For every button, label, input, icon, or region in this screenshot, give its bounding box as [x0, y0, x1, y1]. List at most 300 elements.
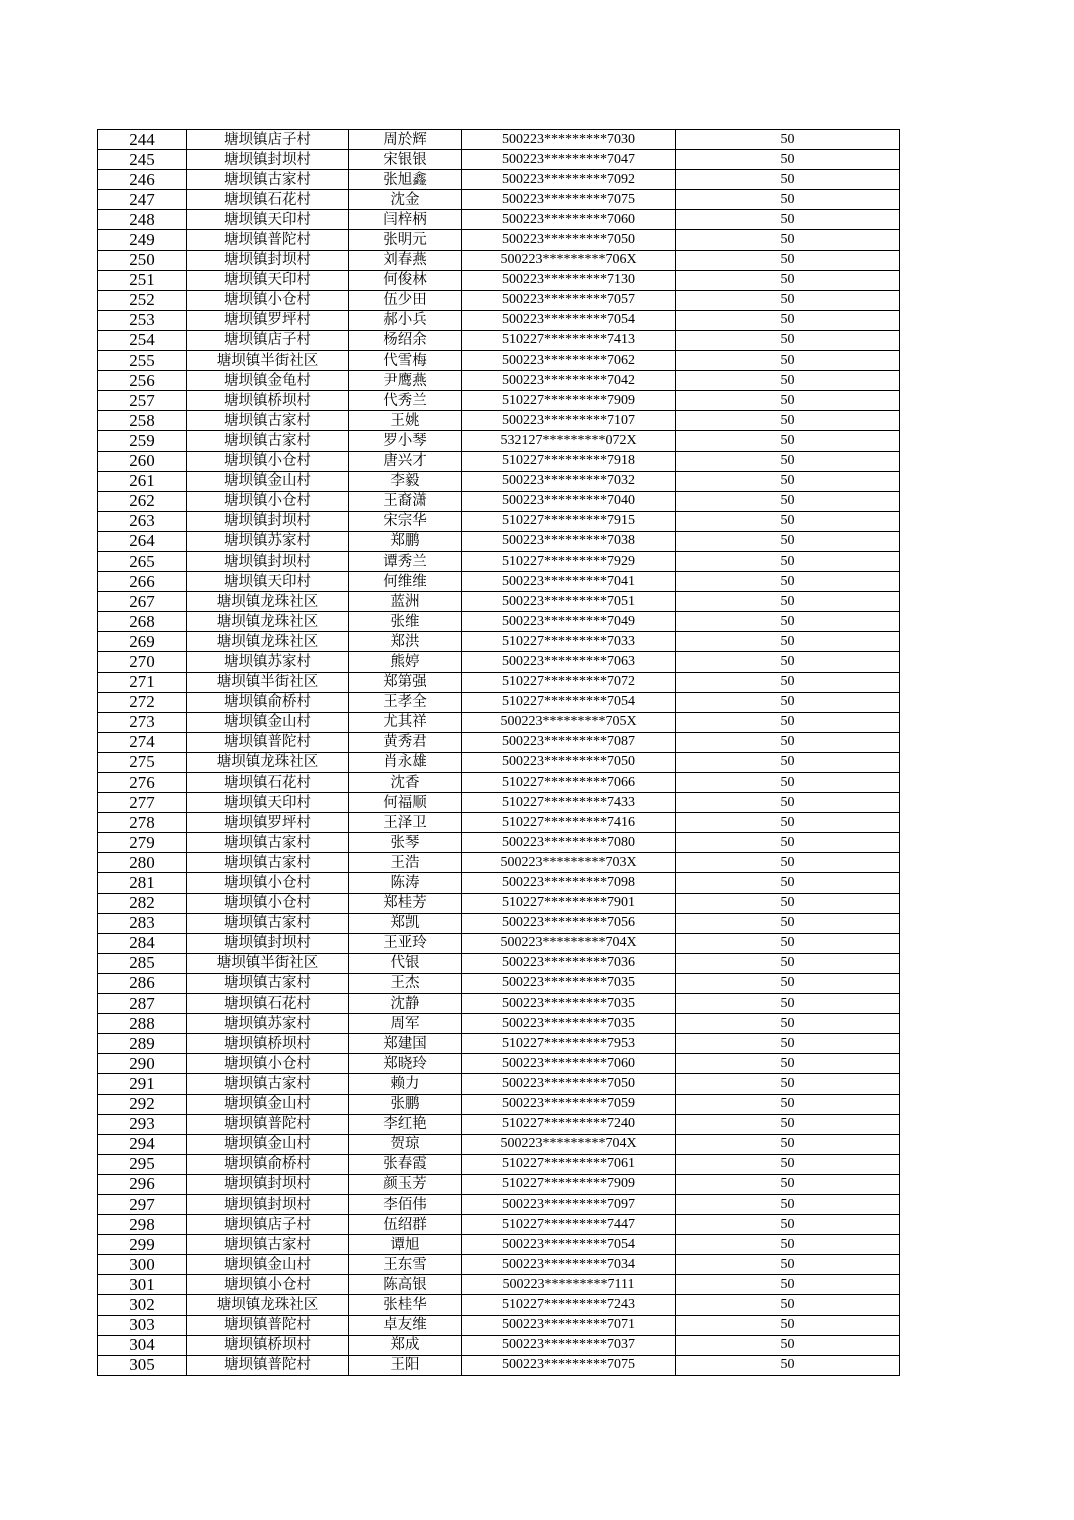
- village-cell: 塘坝镇龙珠社区: [187, 592, 349, 612]
- name-cell: 周军: [349, 1014, 462, 1034]
- row-number: 244: [98, 130, 187, 150]
- village-cell: 塘坝镇店子村: [187, 330, 349, 350]
- village-cell: 塘坝镇小仓村: [187, 1054, 349, 1074]
- table-row: [98, 732, 900, 752]
- row-number: 268: [98, 612, 187, 632]
- table-row: [98, 1034, 900, 1054]
- id-number-cell: 500223*********7037: [462, 1335, 676, 1355]
- id-number-cell: 510227*********7433: [462, 793, 676, 813]
- row-number: 267: [98, 592, 187, 612]
- table-row: [98, 793, 900, 813]
- table-row: [98, 1255, 900, 1275]
- row-number: 250: [98, 250, 187, 270]
- row-number: 275: [98, 752, 187, 772]
- name-cell: 张春霞: [349, 1154, 462, 1174]
- village-cell: 塘坝镇普陀村: [187, 1355, 349, 1375]
- row-number: 278: [98, 813, 187, 833]
- table-row: [98, 351, 900, 371]
- amount-cell: 50: [676, 994, 900, 1014]
- name-cell: 何福顺: [349, 793, 462, 813]
- village-cell: 塘坝镇小仓村: [187, 451, 349, 471]
- name-cell: 沈静: [349, 994, 462, 1014]
- name-cell: 谭秀兰: [349, 551, 462, 571]
- village-cell: 塘坝镇罗坪村: [187, 813, 349, 833]
- amount-cell: 50: [676, 1034, 900, 1054]
- row-number: 261: [98, 471, 187, 491]
- amount-cell: 50: [676, 973, 900, 993]
- amount-cell: 50: [676, 310, 900, 330]
- amount-cell: 50: [676, 1154, 900, 1174]
- amount-cell: 50: [676, 1215, 900, 1235]
- amount-cell: 50: [676, 612, 900, 632]
- row-number: 265: [98, 551, 187, 571]
- name-cell: 张桂华: [349, 1295, 462, 1315]
- amount-cell: 50: [676, 431, 900, 451]
- row-number: 299: [98, 1235, 187, 1255]
- row-number: 258: [98, 411, 187, 431]
- table-row: [98, 1355, 900, 1375]
- id-number-cell: 500223*********7032: [462, 471, 676, 491]
- village-cell: 塘坝镇俞桥村: [187, 692, 349, 712]
- amount-cell: 50: [676, 773, 900, 793]
- table-row: [98, 1235, 900, 1255]
- name-cell: 沈香: [349, 773, 462, 793]
- amount-cell: 50: [676, 1014, 900, 1034]
- village-cell: 塘坝镇天印村: [187, 210, 349, 230]
- row-number: 269: [98, 632, 187, 652]
- table-row: [98, 652, 900, 672]
- name-cell: 黄秀君: [349, 732, 462, 752]
- table-row: [98, 853, 900, 873]
- amount-cell: 50: [676, 451, 900, 471]
- id-number-cell: 510227*********7909: [462, 391, 676, 411]
- row-number: 248: [98, 210, 187, 230]
- table-row: [98, 773, 900, 793]
- id-number-cell: 510227*********7240: [462, 1114, 676, 1134]
- village-cell: 塘坝镇龙珠社区: [187, 1295, 349, 1315]
- row-number: 303: [98, 1315, 187, 1335]
- table-row: [98, 953, 900, 973]
- amount-cell: 50: [676, 1074, 900, 1094]
- table-row: [98, 1094, 900, 1114]
- name-cell: 王泽卫: [349, 813, 462, 833]
- village-cell: 塘坝镇古家村: [187, 1074, 349, 1094]
- amount-cell: 50: [676, 592, 900, 612]
- row-number: 266: [98, 572, 187, 592]
- village-cell: 塘坝镇普陀村: [187, 1315, 349, 1335]
- name-cell: 李佰伟: [349, 1194, 462, 1214]
- amount-cell: 50: [676, 1194, 900, 1214]
- village-cell: 塘坝镇苏家村: [187, 531, 349, 551]
- village-cell: 塘坝镇石花村: [187, 190, 349, 210]
- name-cell: 张明元: [349, 230, 462, 250]
- table-row: [98, 672, 900, 692]
- name-cell: 代银: [349, 953, 462, 973]
- village-cell: 塘坝镇石花村: [187, 773, 349, 793]
- id-number-cell: 510227*********7953: [462, 1034, 676, 1054]
- village-cell: 塘坝镇古家村: [187, 431, 349, 451]
- table-row: [98, 130, 900, 150]
- table-row: [98, 1275, 900, 1295]
- name-cell: 李毅: [349, 471, 462, 491]
- village-cell: 塘坝镇封坝村: [187, 511, 349, 531]
- table-row: [98, 893, 900, 913]
- row-number: 273: [98, 712, 187, 732]
- village-cell: 塘坝镇罗坪村: [187, 310, 349, 330]
- id-number-cell: 532127*********072X: [462, 431, 676, 451]
- roster-table-body: [98, 130, 900, 1376]
- name-cell: 宋宗华: [349, 511, 462, 531]
- name-cell: 张维: [349, 612, 462, 632]
- table-row: [98, 290, 900, 310]
- village-cell: 塘坝镇金山村: [187, 1094, 349, 1114]
- amount-cell: 50: [676, 551, 900, 571]
- id-number-cell: 500223*********7098: [462, 873, 676, 893]
- row-number: 246: [98, 170, 187, 190]
- id-number-cell: 500223*********7038: [462, 531, 676, 551]
- table-row: [98, 431, 900, 451]
- table-row: [98, 491, 900, 511]
- table-row: [98, 371, 900, 391]
- row-number: 298: [98, 1215, 187, 1235]
- amount-cell: 50: [676, 1235, 900, 1255]
- amount-cell: 50: [676, 270, 900, 290]
- name-cell: 郑鹏: [349, 531, 462, 551]
- table-row: [98, 1154, 900, 1174]
- name-cell: 王东雪: [349, 1255, 462, 1275]
- id-number-cell: 500223*********706X: [462, 250, 676, 270]
- village-cell: 塘坝镇小仓村: [187, 1275, 349, 1295]
- id-number-cell: 510227*********7915: [462, 511, 676, 531]
- id-number-cell: 510227*********7909: [462, 1174, 676, 1194]
- id-number-cell: 510227*********7072: [462, 672, 676, 692]
- id-number-cell: 500223*********7040: [462, 491, 676, 511]
- village-cell: 塘坝镇桥坝村: [187, 391, 349, 411]
- id-number-cell: 500223*********7063: [462, 652, 676, 672]
- name-cell: 颜玉芳: [349, 1174, 462, 1194]
- name-cell: 张鹏: [349, 1094, 462, 1114]
- table-row: [98, 913, 900, 933]
- table-row: [98, 531, 900, 551]
- village-cell: 塘坝镇俞桥村: [187, 1154, 349, 1174]
- row-number: 279: [98, 833, 187, 853]
- village-cell: 塘坝镇天印村: [187, 572, 349, 592]
- table-row: [98, 150, 900, 170]
- id-number-cell: 510227*********7901: [462, 893, 676, 913]
- amount-cell: 50: [676, 692, 900, 712]
- name-cell: 王阳: [349, 1355, 462, 1375]
- village-cell: 塘坝镇封坝村: [187, 1174, 349, 1194]
- amount-cell: 50: [676, 752, 900, 772]
- table-row: [98, 1215, 900, 1235]
- amount-cell: 50: [676, 330, 900, 350]
- row-number: 245: [98, 150, 187, 170]
- id-number-cell: 500223*********7035: [462, 973, 676, 993]
- village-cell: 塘坝镇苏家村: [187, 652, 349, 672]
- row-number: 255: [98, 351, 187, 371]
- amount-cell: 50: [676, 1174, 900, 1194]
- id-number-cell: 500223*********7050: [462, 230, 676, 250]
- row-number: 270: [98, 652, 187, 672]
- name-cell: 尹鹰燕: [349, 371, 462, 391]
- id-number-cell: 500223*********7062: [462, 351, 676, 371]
- amount-cell: 50: [676, 1315, 900, 1335]
- table-row: [98, 1114, 900, 1134]
- table-row: [98, 1335, 900, 1355]
- row-number: 280: [98, 853, 187, 873]
- amount-cell: 50: [676, 572, 900, 592]
- name-cell: 熊婷: [349, 652, 462, 672]
- village-cell: 塘坝镇金山村: [187, 471, 349, 491]
- table-row: [98, 994, 900, 1014]
- name-cell: 沈金: [349, 190, 462, 210]
- id-number-cell: 510227*********7416: [462, 813, 676, 833]
- row-number: 274: [98, 732, 187, 752]
- name-cell: 刘春燕: [349, 250, 462, 270]
- name-cell: 陈涛: [349, 873, 462, 893]
- amount-cell: 50: [676, 652, 900, 672]
- table-row: [98, 973, 900, 993]
- amount-cell: 50: [676, 1255, 900, 1275]
- id-number-cell: 500223*********7097: [462, 1194, 676, 1214]
- amount-cell: 50: [676, 873, 900, 893]
- amount-cell: 50: [676, 1094, 900, 1114]
- id-number-cell: 510227*********7447: [462, 1215, 676, 1235]
- row-number: 289: [98, 1034, 187, 1054]
- id-number-cell: 510227*********7243: [462, 1295, 676, 1315]
- roster-table: [97, 129, 900, 1376]
- table-row: [98, 1134, 900, 1154]
- id-number-cell: 500223*********7050: [462, 1074, 676, 1094]
- row-number: 252: [98, 290, 187, 310]
- village-cell: 塘坝镇普陀村: [187, 1114, 349, 1134]
- village-cell: 塘坝镇龙珠社区: [187, 612, 349, 632]
- name-cell: 代雪梅: [349, 351, 462, 371]
- id-number-cell: 510227*********7061: [462, 1154, 676, 1174]
- id-number-cell: 500223*********7059: [462, 1094, 676, 1114]
- id-number-cell: 500223*********7051: [462, 592, 676, 612]
- table-row: [98, 933, 900, 953]
- row-number: 276: [98, 773, 187, 793]
- id-number-cell: 510227*********7413: [462, 330, 676, 350]
- row-number: 272: [98, 692, 187, 712]
- row-number: 285: [98, 953, 187, 973]
- id-number-cell: 500223*********7041: [462, 572, 676, 592]
- amount-cell: 50: [676, 712, 900, 732]
- amount-cell: 50: [676, 913, 900, 933]
- row-number: 259: [98, 431, 187, 451]
- village-cell: 塘坝镇半街社区: [187, 953, 349, 973]
- table-row: [98, 451, 900, 471]
- amount-cell: 50: [676, 491, 900, 511]
- row-number: 286: [98, 973, 187, 993]
- row-number: 304: [98, 1335, 187, 1355]
- village-cell: 塘坝镇小仓村: [187, 873, 349, 893]
- village-cell: 塘坝镇普陀村: [187, 732, 349, 752]
- village-cell: 塘坝镇古家村: [187, 411, 349, 431]
- table-row: [98, 1295, 900, 1315]
- id-number-cell: 500223*********7075: [462, 1355, 676, 1375]
- name-cell: 王孝全: [349, 692, 462, 712]
- name-cell: 伍少田: [349, 290, 462, 310]
- id-number-cell: 510227*********7918: [462, 451, 676, 471]
- row-number: 282: [98, 893, 187, 913]
- id-number-cell: 500223*********704X: [462, 1134, 676, 1154]
- row-number: 291: [98, 1074, 187, 1094]
- village-cell: 塘坝镇苏家村: [187, 1014, 349, 1034]
- village-cell: 塘坝镇封坝村: [187, 1194, 349, 1214]
- table-row: [98, 692, 900, 712]
- amount-cell: 50: [676, 732, 900, 752]
- row-number: 292: [98, 1094, 187, 1114]
- name-cell: 宋银银: [349, 150, 462, 170]
- row-number: 293: [98, 1114, 187, 1134]
- id-number-cell: 500223*********7036: [462, 953, 676, 973]
- table-row: [98, 391, 900, 411]
- village-cell: 塘坝镇古家村: [187, 853, 349, 873]
- id-number-cell: 500223*********704X: [462, 933, 676, 953]
- name-cell: 伍绍群: [349, 1215, 462, 1235]
- village-cell: 塘坝镇封坝村: [187, 250, 349, 270]
- id-number-cell: 500223*********7092: [462, 170, 676, 190]
- name-cell: 郑凯: [349, 913, 462, 933]
- name-cell: 张旭鑫: [349, 170, 462, 190]
- id-number-cell: 500223*********7035: [462, 1014, 676, 1034]
- row-number: 254: [98, 330, 187, 350]
- village-cell: 塘坝镇桥坝村: [187, 1034, 349, 1054]
- id-number-cell: 510227*********7054: [462, 692, 676, 712]
- amount-cell: 50: [676, 511, 900, 531]
- amount-cell: 50: [676, 893, 900, 913]
- amount-cell: 50: [676, 371, 900, 391]
- id-number-cell: 500223*********7050: [462, 752, 676, 772]
- id-number-cell: 500223*********7034: [462, 1255, 676, 1275]
- row-number: 290: [98, 1054, 187, 1074]
- row-number: 283: [98, 913, 187, 933]
- id-number-cell: 500223*********7057: [462, 290, 676, 310]
- village-cell: 塘坝镇普陀村: [187, 230, 349, 250]
- name-cell: 卓友维: [349, 1315, 462, 1335]
- village-cell: 塘坝镇小仓村: [187, 290, 349, 310]
- name-cell: 何俊林: [349, 270, 462, 290]
- name-cell: 闫梓柄: [349, 210, 462, 230]
- row-number: 247: [98, 190, 187, 210]
- amount-cell: 50: [676, 853, 900, 873]
- id-number-cell: 500223*********7080: [462, 833, 676, 853]
- row-number: 262: [98, 491, 187, 511]
- village-cell: 塘坝镇天印村: [187, 270, 349, 290]
- name-cell: 贺琼: [349, 1134, 462, 1154]
- row-number: 253: [98, 310, 187, 330]
- name-cell: 王姚: [349, 411, 462, 431]
- amount-cell: 50: [676, 531, 900, 551]
- village-cell: 塘坝镇封坝村: [187, 933, 349, 953]
- id-number-cell: 500223*********705X: [462, 712, 676, 732]
- table-row: [98, 190, 900, 210]
- id-number-cell: 500223*********7054: [462, 1235, 676, 1255]
- village-cell: 塘坝镇半街社区: [187, 672, 349, 692]
- id-number-cell: 500223*********7047: [462, 150, 676, 170]
- amount-cell: 50: [676, 290, 900, 310]
- name-cell: 郑晓玲: [349, 1054, 462, 1074]
- table-row: [98, 833, 900, 853]
- amount-cell: 50: [676, 813, 900, 833]
- row-number: 249: [98, 230, 187, 250]
- amount-cell: 50: [676, 471, 900, 491]
- village-cell: 塘坝镇古家村: [187, 973, 349, 993]
- name-cell: 何维维: [349, 572, 462, 592]
- table-row: [98, 592, 900, 612]
- table-row: [98, 1014, 900, 1034]
- name-cell: 李红艳: [349, 1114, 462, 1134]
- id-number-cell: 510227*********7066: [462, 773, 676, 793]
- row-number: 297: [98, 1194, 187, 1214]
- amount-cell: 50: [676, 391, 900, 411]
- row-number: 281: [98, 873, 187, 893]
- village-cell: 塘坝镇半街社区: [187, 351, 349, 371]
- id-number-cell: 500223*********703X: [462, 853, 676, 873]
- id-number-cell: 500223*********7056: [462, 913, 676, 933]
- table-row: [98, 330, 900, 350]
- name-cell: 郑第强: [349, 672, 462, 692]
- row-number: 263: [98, 511, 187, 531]
- name-cell: 赖力: [349, 1074, 462, 1094]
- name-cell: 肖永雄: [349, 752, 462, 772]
- name-cell: 王亚玲: [349, 933, 462, 953]
- id-number-cell: 500223*********7049: [462, 612, 676, 632]
- village-cell: 塘坝镇金山村: [187, 1134, 349, 1154]
- amount-cell: 50: [676, 632, 900, 652]
- name-cell: 杨绍余: [349, 330, 462, 350]
- id-number-cell: 500223*********7087: [462, 732, 676, 752]
- name-cell: 唐兴才: [349, 451, 462, 471]
- table-row: [98, 813, 900, 833]
- row-number: 284: [98, 933, 187, 953]
- name-cell: 郝小兵: [349, 310, 462, 330]
- row-number: 277: [98, 793, 187, 813]
- village-cell: 塘坝镇金山村: [187, 1255, 349, 1275]
- row-number: 260: [98, 451, 187, 471]
- village-cell: 塘坝镇天印村: [187, 793, 349, 813]
- amount-cell: 50: [676, 411, 900, 431]
- amount-cell: 50: [676, 210, 900, 230]
- amount-cell: 50: [676, 1114, 900, 1134]
- row-number: 287: [98, 994, 187, 1014]
- id-number-cell: 500223*********7107: [462, 411, 676, 431]
- amount-cell: 50: [676, 170, 900, 190]
- row-number: 257: [98, 391, 187, 411]
- name-cell: 尤其祥: [349, 712, 462, 732]
- id-number-cell: 510227*********7929: [462, 551, 676, 571]
- name-cell: 王杰: [349, 973, 462, 993]
- amount-cell: 50: [676, 1295, 900, 1315]
- table-row: [98, 310, 900, 330]
- id-number-cell: 500223*********7075: [462, 190, 676, 210]
- name-cell: 王浩: [349, 853, 462, 873]
- amount-cell: 50: [676, 130, 900, 150]
- row-number: 288: [98, 1014, 187, 1034]
- table-row: [98, 270, 900, 290]
- id-number-cell: 510227*********7033: [462, 632, 676, 652]
- name-cell: 张琴: [349, 833, 462, 853]
- table-row: [98, 752, 900, 772]
- name-cell: 罗小琴: [349, 431, 462, 451]
- name-cell: 郑洪: [349, 632, 462, 652]
- name-cell: 蓝洲: [349, 592, 462, 612]
- table-row: [98, 551, 900, 571]
- table-row: [98, 250, 900, 270]
- id-number-cell: 500223*********7054: [462, 310, 676, 330]
